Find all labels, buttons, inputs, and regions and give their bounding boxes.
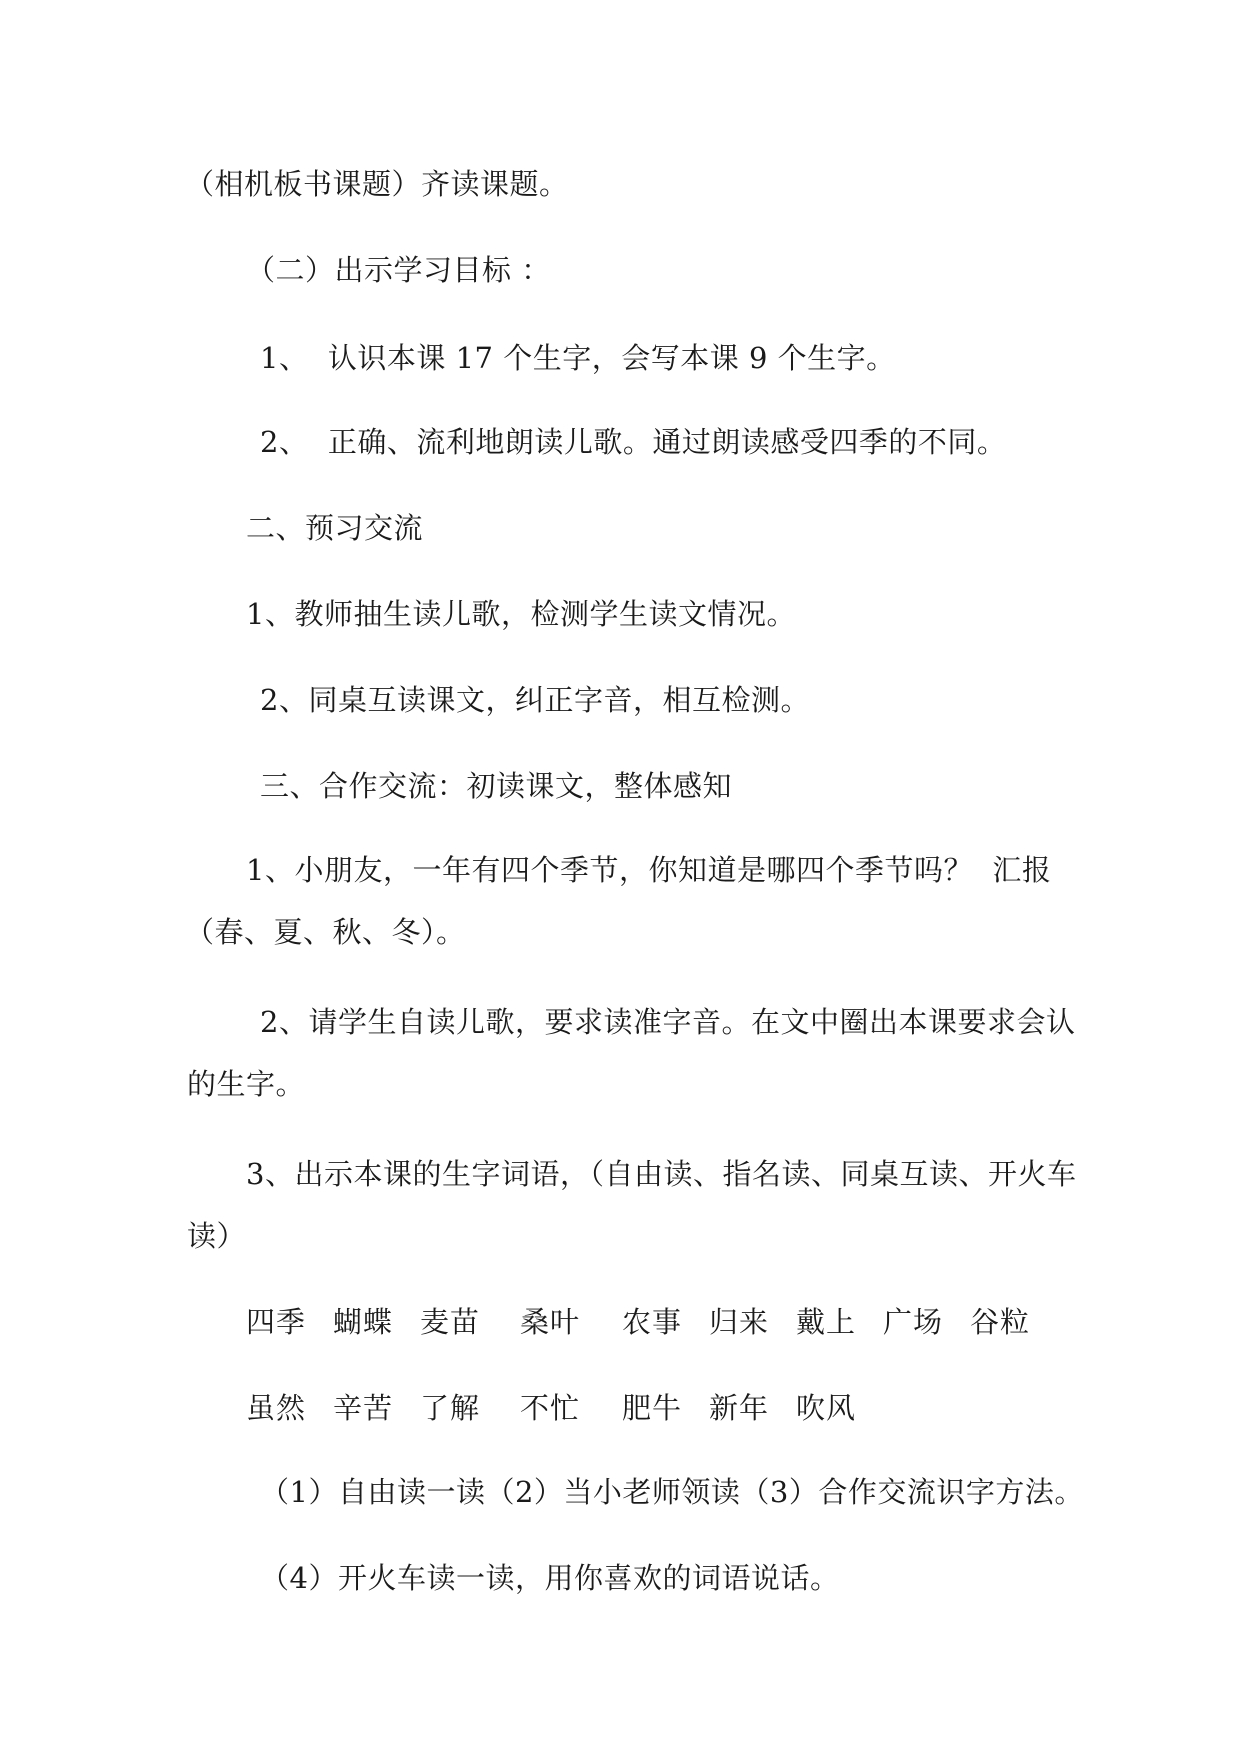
vocab-word: 戴上: [796, 1305, 857, 1339]
text-line-3: 1、 认识本课 17 个生字，会写本课 9 个生字。: [260, 341, 896, 375]
text-line-6: 1、教师抽生读儿歌，检测学生读文情况。: [246, 597, 796, 631]
vocab-word: 肥牛: [622, 1391, 683, 1425]
vocab-word: 农事: [622, 1305, 683, 1339]
text-line-15: （1）自由读一读（2）当小老师领读（3）合作交流识字方法。: [260, 1475, 1084, 1509]
text-line-11: 2、请学生自读儿歌，要求读准字音。在文中圈出本课要求会认: [260, 1005, 1076, 1039]
text-line-12: 的生字。: [187, 1067, 306, 1101]
text-line-2: （二）出示学习目标 ：: [246, 253, 551, 287]
text-line-4: 2、 正确、流利地朗读儿歌。通过朗读感受四季的不同。: [260, 425, 1007, 459]
text-line-14: 读）: [187, 1219, 247, 1253]
text-line-1: （相机板书课题）齐读课题。: [185, 167, 569, 201]
vocab-word: 蝴蝶: [333, 1305, 394, 1339]
vocab-word: 麦苗: [420, 1305, 481, 1339]
text-line-10: （春、夏、秋、冬）。: [185, 915, 466, 949]
text-line-8: 三、合作交流：初读课文，整体感知: [260, 769, 733, 803]
vocab-word: 辛苦: [333, 1391, 394, 1425]
text-line-13: 3、出示本课的生字词语，（自由读、指名读、同桌互读、开火车: [246, 1157, 1077, 1191]
vocab-word: 桑叶: [520, 1305, 581, 1339]
vocab-word: 了解: [420, 1391, 481, 1425]
vocab-word: 四季: [246, 1305, 307, 1339]
text-line-5: 二、预习交流: [246, 511, 424, 545]
vocab-word: 谷粒: [970, 1305, 1031, 1339]
vocab-word: 虽然: [246, 1391, 307, 1425]
text-line-16: （4）开火车读一读，用你喜欢的词语说话。: [260, 1561, 840, 1595]
vocab-word: 不忙: [520, 1391, 581, 1425]
vocab-word: 归来: [709, 1305, 770, 1339]
text-line-7: 2、同桌互读课文，纠正字音，相互检测。: [260, 683, 810, 717]
vocab-word: 新年: [709, 1391, 770, 1425]
text-line-9: 1、小朋友，一年有四个季节，你知道是哪四个季节吗？ 汇报: [246, 853, 1052, 887]
vocab-word: 广场: [883, 1305, 944, 1339]
vocab-word: 吹风: [796, 1391, 857, 1425]
